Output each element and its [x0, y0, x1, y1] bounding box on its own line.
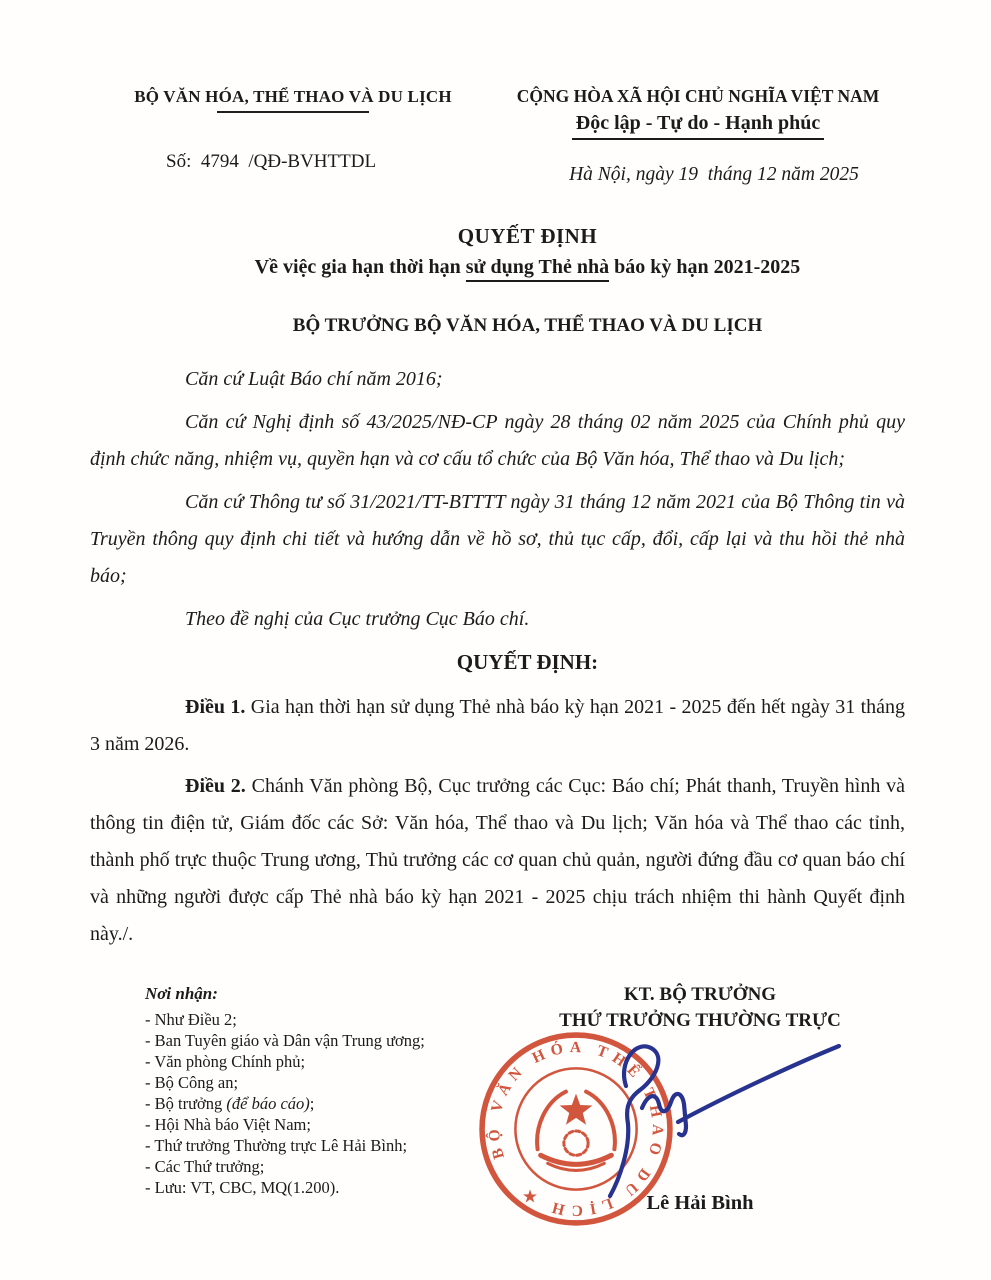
recipient-item — [145, 1093, 425, 1114]
article-2 — [90, 768, 905, 953]
recipients-heading: Nơi nhận: — [145, 984, 218, 1003]
signer-name: Lê Hải Bình — [646, 1192, 754, 1214]
recipient-item: - Lưu: VT, CBC, MQ(1.200). — [145, 1178, 340, 1197]
preamble-paragraph: Căn cứ Luật Báo chí năm 2016; — [185, 368, 443, 390]
national-motto: Độc lập - Tự do - Hạnh phúc — [572, 112, 824, 140]
article-1-text: Gia hạn thời hạn sử dụng Thẻ nhà báo kỳ hạn 2021 - 2025 đến hết ngày 31 tháng 3 năm 2026. — [90, 696, 905, 755]
recipient-post: ; — [309, 1094, 315, 1113]
recipient-item: - Ban Tuyên giáo và Dân vận Trung ương; — [145, 1031, 425, 1050]
document-number: Số: 4794 /QĐ-BVHTTDL — [166, 151, 377, 172]
recipient-item: - Văn phòng Chính phủ; — [145, 1052, 306, 1071]
issuing-org-name: BỘ VĂN HÓA, THỂ THAO VÀ DU LỊCH — [134, 87, 452, 106]
document-subject — [32, 256, 991, 279]
issuing-authority-title: BỘ TRƯỞNG BỘ VĂN HÓA, THỂ THAO VÀ DU LỊCH — [292, 315, 763, 336]
recipient-item: - Các Thứ trưởng; — [145, 1157, 265, 1176]
seal-ring-text-bottom: DU LỊCH ★ — [514, 1165, 654, 1219]
article-1-label: Điều 1. — [185, 696, 246, 718]
signature-ink — [590, 1020, 870, 1210]
seal-ring-text-top: BỘ VĂN HÓA THỂ THAO — [485, 1038, 667, 1163]
preamble-paragraph: Căn cứ Thông tư số 31/2021/TT-BTTTT ngày 31 tháng 12 năm 2021 của Bộ Thông tin và Truyền thông quy định chi tiết và hướng dẫn về hồ sơ, thủ tục cấp, đổi, cấp lại và thu hồi thẻ nhà báo; — [90, 491, 905, 587]
recipients-block — [145, 984, 425, 1198]
recipient-pre: - Bộ trưởng — [145, 1094, 227, 1113]
preamble-paragraph: Căn cứ Nghị định số 43/2025/NĐ-CP ngày 28 tháng 02 năm 2025 của Chính phủ quy định chức năng, nhiệm vụ, quyền hạn và cơ cấu tổ chức của Bộ Văn hóa, Thể thao và Du lịch; — [90, 411, 905, 470]
recipient-item: - Như Điều 2; — [145, 1010, 237, 1029]
article-2-text: Chánh Văn phòng Bộ, Cục trưởng các Cục: Báo chí; Phát thanh, Truyền hình và thông tin điện tử, Giám đốc các Sở: Văn hóa, Thể thao và Du lịch; Văn hóa và Thể thao các tỉnh, thành phố trực thuộc Trung ương, Thủ trưởng các cơ quan chủ quản, người đứng đầu cơ quan báo chí và những người được cấp Thẻ nhà báo kỳ hạn 2021 - 2025 chịu trách nhiệm thi hành Quyết định này./. — [90, 775, 906, 945]
article-2-label: Điều 2. — [185, 775, 246, 797]
national-title: CỘNG HÒA XÃ HỘI CHỦ NGHĨA VIỆT NAM — [516, 86, 880, 106]
org-underline-rule — [217, 111, 369, 113]
subject-underlined: sử dụng Thẻ nhà — [466, 256, 609, 282]
subject-pre: Về việc gia hạn thời hạn — [254, 256, 466, 278]
article-1 — [90, 689, 905, 763]
signer-title-line2: THỨ TRƯỞNG THƯỜNG TRỰC — [559, 1010, 841, 1031]
national-heading-block — [496, 86, 900, 186]
recipient-item: - Bộ Công an; — [145, 1073, 239, 1092]
signer-title-line1: KT. BỘ TRƯỞNG — [623, 984, 777, 1005]
preamble-paragraph: Theo đề nghị của Cục trưởng Cục Báo chí. — [185, 608, 530, 630]
document-masthead — [0, 0, 991, 186]
recipient-item: - Hội Nhà báo Việt Nam; — [145, 1115, 311, 1134]
issuing-org-block — [90, 86, 496, 186]
place-and-date: Hà Nội, ngày 19 tháng 12 năm 2025 — [569, 164, 859, 185]
subject-post: báo kỳ hạn 2021-2025 — [609, 256, 801, 278]
recipient-note: (để báo cáo) — [226, 1094, 310, 1113]
recipient-item: - Thứ trưởng Thường trực Lê Hải Bình; — [145, 1136, 408, 1155]
document-type-title: QUYẾT ĐỊNH — [457, 224, 598, 248]
decision-heading: QUYẾT ĐỊNH: — [456, 650, 599, 674]
